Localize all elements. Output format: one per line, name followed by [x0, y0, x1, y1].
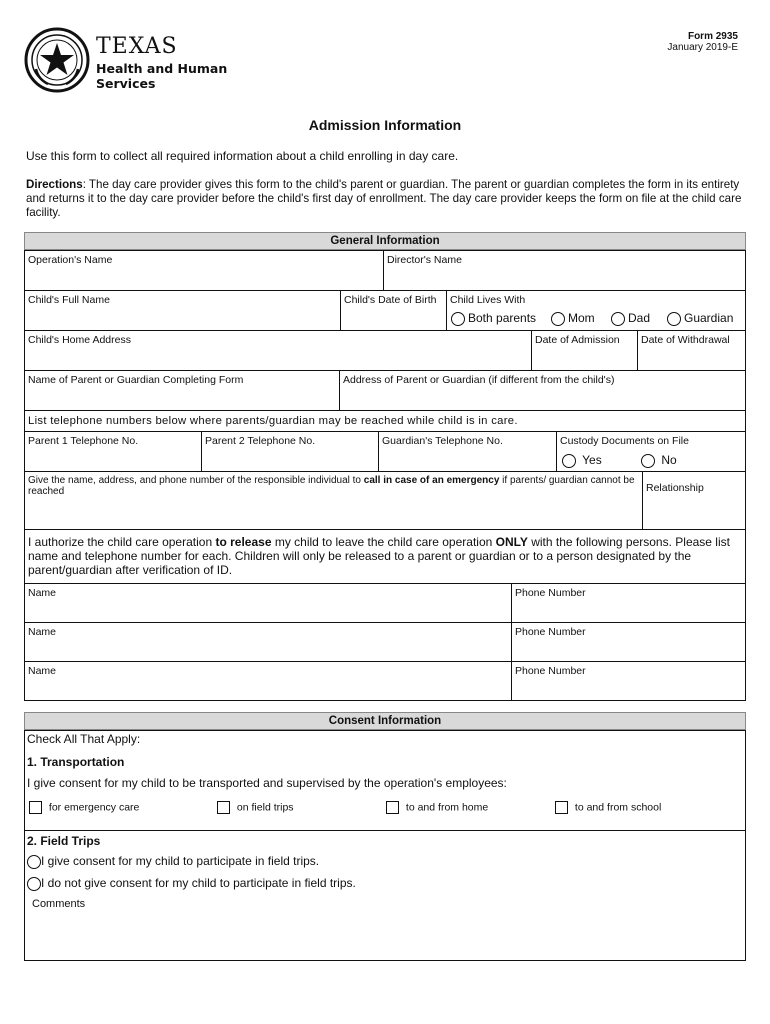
release-text-2: my child to leave the child care operation [271, 535, 496, 549]
release-name-label: Name [28, 665, 57, 677]
custody-yes-label: Yes [582, 453, 602, 467]
lives-mom-label: Mom [568, 311, 595, 325]
transport-field-trips-checkbox[interactable] [217, 801, 294, 814]
operation-name-label: Operation's Name [28, 254, 113, 266]
radio-icon [551, 312, 565, 326]
lives-dad-radio[interactable] [611, 311, 650, 326]
release-authorization-text [24, 529, 746, 584]
transport-home-label: to and from home [405, 801, 489, 814]
form-number: Form 2935 [687, 31, 738, 42]
release-phone-field-3[interactable] [511, 661, 746, 701]
operation-name-field[interactable] [24, 250, 384, 291]
release-phone-field-1[interactable] [511, 583, 746, 623]
child-full-name-label: Child's Full Name [28, 294, 110, 306]
directions-text [26, 178, 746, 220]
checkbox-icon [386, 801, 399, 814]
transport-heading: 1. Transportation [27, 755, 125, 769]
child-dob-field[interactable] [340, 290, 447, 331]
child-dob-label: Child's Date of Birth [344, 294, 437, 306]
check-all-label: Check All That Apply: [27, 732, 141, 746]
field-trips-no-consent-label: I do not give consent for my child to participate in field trips. [41, 876, 356, 890]
parent2-phone-field[interactable] [201, 431, 379, 472]
transport-home-checkbox[interactable] [386, 801, 488, 814]
release-phone-label: Phone Number [515, 665, 586, 677]
release-text-3: with the following persons. Please list name and telephone number for each. Children will only be released to a parent or guardian or to a person designated by the parent/guardian after verification of ID. [28, 535, 730, 577]
home-address-field[interactable] [24, 330, 532, 371]
transport-emergency-checkbox[interactable] [29, 801, 139, 814]
transport-school-checkbox[interactable] [555, 801, 661, 814]
page-title: Admission Information [308, 117, 462, 133]
release-phone-label: Phone Number [515, 626, 586, 638]
parent-completing-label: Name of Parent or Guardian Completing Form [28, 374, 244, 386]
release-name-label: Name [28, 626, 57, 638]
child-lives-with-label: Child Lives With [450, 294, 526, 306]
directions-body: : The day care provider gives this form to the child's parent or guardian. The parent or guardian completes the form in its entirety and returns it to the day care provider before the child's first day of enrollment. The day care provider keeps the form on file at the child care facility. [26, 178, 742, 219]
lives-dad-label: Dad [628, 311, 651, 325]
release-name-field-3[interactable] [24, 661, 512, 701]
radio-icon [562, 454, 576, 468]
parent-completing-field[interactable] [24, 370, 340, 411]
field-trips-consent-radio[interactable] [27, 854, 319, 869]
lives-guardian-radio[interactable] [667, 311, 733, 326]
radio-icon [451, 312, 465, 326]
custody-yes-radio[interactable] [562, 453, 602, 468]
guardian-phone-field[interactable] [378, 431, 557, 472]
release-phone-field-2[interactable] [511, 622, 746, 662]
lives-guardian-label: Guardian [684, 311, 734, 325]
transport-school-label: to and from school [574, 801, 662, 814]
director-name-label: Director's Name [387, 254, 462, 266]
general-info-heading: General Information [24, 232, 746, 250]
custody-docs-label: Custody Documents on File [560, 435, 689, 447]
agency-subname [96, 61, 227, 91]
radio-icon [27, 855, 41, 869]
guardian-phone-label: Guardian's Telephone No. [382, 435, 503, 447]
field-trips-no-consent-radio[interactable] [27, 876, 356, 891]
intro-text: Use this form to collect all required information about a child enrolling in day care. [26, 149, 459, 163]
release-text-1: I authorize the child care operation [28, 535, 216, 549]
lives-mom-radio[interactable] [551, 311, 595, 326]
emergency-text-2: if parents/ guardian cannot be reached [28, 475, 635, 497]
checkbox-icon [555, 801, 568, 814]
lives-both-parents-label: Both parents [468, 311, 537, 325]
date-withdrawal-label: Date of Withdrawal [641, 334, 730, 346]
custody-no-label: No [661, 453, 677, 467]
emergency-text-bold: call in case of an emergency [363, 475, 500, 486]
parent1-phone-label: Parent 1 Telephone No. [28, 435, 139, 447]
texas-seal-logo [24, 27, 90, 93]
parent1-phone-field[interactable] [24, 431, 202, 472]
release-name-field-1[interactable] [24, 583, 512, 623]
release-text-bold-1: to release [215, 535, 272, 549]
director-name-field[interactable] [383, 250, 746, 291]
consent-info-heading: Consent Information [24, 712, 746, 730]
form-date: January 2019-E [667, 42, 738, 53]
relationship-field[interactable] [642, 471, 746, 530]
comments-field[interactable] [28, 912, 742, 958]
agency-subname-line-1: Health and Human [96, 61, 228, 76]
date-admission-field[interactable] [531, 330, 638, 371]
agency-subname-line-2: Services [96, 76, 156, 91]
transport-field-trips-label: on field trips [236, 801, 294, 814]
transport-emergency-label: for emergency care [48, 801, 140, 814]
agency-name: TEXAS [96, 34, 178, 59]
date-admission-label: Date of Admission [535, 334, 620, 346]
emergency-text-1: Give the name, address, and phone number of the responsible individual to [28, 475, 364, 486]
parent-address-field[interactable] [339, 370, 746, 411]
transport-text: I give consent for my child to be transported and supervised by the operation's employees: [27, 776, 507, 790]
emergency-contact-field[interactable] [24, 471, 643, 530]
release-text-bold-2: ONLY [495, 535, 528, 549]
lives-both-parents-radio[interactable] [451, 311, 536, 326]
date-withdrawal-field[interactable] [637, 330, 746, 371]
home-address-label: Child's Home Address [28, 334, 131, 346]
release-name-label: Name [28, 587, 57, 599]
field-trips-heading: 2. Field Trips [27, 834, 101, 848]
checkbox-icon [29, 801, 42, 814]
radio-icon [641, 454, 655, 468]
parent2-phone-label: Parent 2 Telephone No. [205, 435, 316, 447]
radio-icon [667, 312, 681, 326]
release-name-field-2[interactable] [24, 622, 512, 662]
phone-instructions: List telephone numbers below where parents/guardian may be reached while child is in care. [24, 410, 746, 432]
release-phone-label: Phone Number [515, 587, 586, 599]
directions-label: Directions [26, 178, 83, 191]
comments-label: Comments [32, 898, 86, 910]
radio-icon [611, 312, 625, 326]
child-full-name-field[interactable] [24, 290, 341, 331]
field-trips-consent-label: I give consent for my child to participate in field trips. [41, 854, 320, 868]
relationship-label: Relationship [646, 482, 704, 494]
checkbox-icon [217, 801, 230, 814]
parent-address-label: Address of Parent or Guardian (if different from the child's) [343, 374, 615, 386]
radio-icon [27, 877, 41, 891]
custody-no-radio[interactable] [641, 453, 677, 468]
